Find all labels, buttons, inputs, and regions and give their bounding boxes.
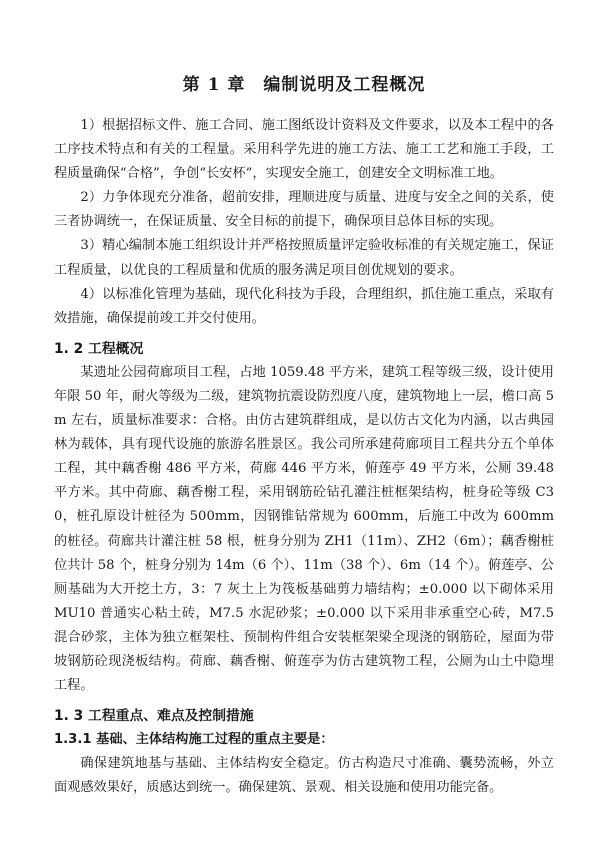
project-overview-section [54, 337, 554, 698]
intro-paragraph-3: 3）精心编制本施工组织设计并严格按照质量评定验收标准的有关规定施工，保证工程质量，以优良的工程质量和优质的服务满足项目创优规划的要求。 [54, 238, 554, 278]
subsection-heading-1-3-1: 1.3.1 基础、主体结构施工过程的重点主要是： [54, 732, 334, 748]
project-overview-paragraph: 某遗址公园荷廊项目工程，占地 1059.48 平方米，建筑工程等级三级，设计使用年限 50 年，耐火等级为二级，建筑物抗震设防烈度八度，建筑物地上一层，檐口高 5m 左右，质量标准要求：合格。由仿古建筑群组成，是以仿古文化为内涵，以古典园林为载体，具有现代设施的旅游名胜景区。我公司所承建荷廊项目工程共分五个单体工程，其中藕香榭 486 平方米，荷廊 446 平方米，俯莲亭 49 平方米，公厕 39.48 平方米。其中荷廊、藕香榭工程，采用钢筋砼钻孔灌注桩框架结构，桩身砼等级 C30，桩孔原设计桩径为 500mm，因钢锥钻常规为 600mm，后施工中改为 600mm 的桩径。荷廊共计灌注桩 58 根，桩身分别为 ZH1（11m）、ZH2（6m）；藕香榭桩位共计 58 个，桩身分别为 14m（6 个）、11m（38 个）、6m（14 个）。俯莲亭、公厕基础为大开挖土方，3：7 灰土上为筏板基础剪力墙结构；±0.000 以下砌体采用 MU10 普通实心粘土砖，M7.5 水泥砂浆；±0.000 以下采用非承重空心砖，M7.5 混合砂浆，主体为独立框架柱、预制构件组合安装框架梁全现浇的钢筋砼，屋面为带坡钢筋砼现浇板结构。荷廊、藕香榭、俯莲亭为仿古建筑物工程，公厕为山土中隐埋工程。 [54, 364, 554, 694]
section-heading-1-2: 1. 2 工程概况 [54, 340, 144, 357]
intro-paragraph-4: 4）以标准化管理为基础，现代化科技为手段，合理组织，抓住施工重点，采取有效措施，确保提前竣工并交付使用。 [54, 286, 554, 326]
intro-paragraph-2: 2）力争体现充分准备，超前安排，理顺进度与质量、进度与安全之间的关系，使三者协调统一，在保证质量、安全目标的前提下，确保项目总体目标的实现。 [54, 190, 554, 230]
key-points-paragraph: 确保建筑地基与基础、主体结构安全稳定。仿古构造尺寸准确、囊势流畅，外立面观感效果好，质感达到统一。确保建筑、景观、相关设施和使用功能完备。 [54, 756, 554, 796]
intro-paragraph-1: 1）根据招标文件、施工合同、施工图纸设计资料及文件要求，以及本工程中的各工序技术特点和有关的工程量。采用科学先进的施工方法、施工工艺和施工手段，工程质量确保“合格”，争创“长安杯”，实现安全施工，创建安全文明标准工地。 [54, 118, 554, 182]
key-points-section [54, 704, 554, 800]
section-heading-1-3: 1. 3 工程重点、难点及控制措施 [54, 708, 254, 725]
chapter-title: 第 1 章 编制说明及工程概况 [182, 75, 426, 95]
intro-section [54, 114, 554, 331]
